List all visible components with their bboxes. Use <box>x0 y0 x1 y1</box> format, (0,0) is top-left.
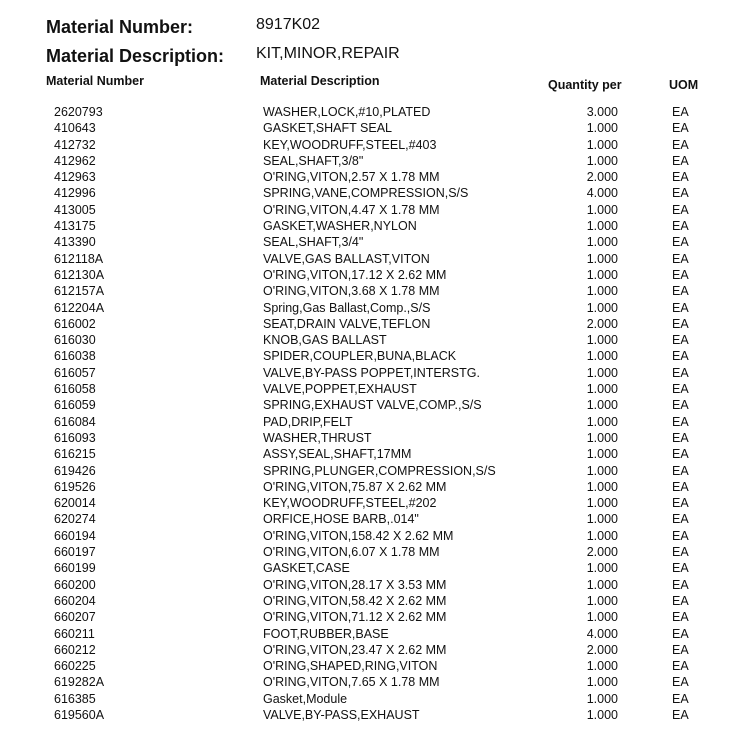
uom-cell: EA <box>672 528 689 543</box>
quantity-cell: 1.000 <box>586 349 618 364</box>
material-number-cell: 412963 <box>54 170 96 185</box>
quantity-cell: 1.000 <box>586 284 618 299</box>
table-row <box>0 511 740 527</box>
table-row <box>0 283 740 299</box>
material-number-cell: 612204A <box>54 300 105 315</box>
material-number-cell: 616059 <box>54 398 96 413</box>
material-number-cell: 619560A <box>54 707 105 722</box>
table-row <box>0 365 740 381</box>
material-description-cell: WASHER,LOCK,#10,PLATED <box>263 105 431 119</box>
table-row <box>0 691 740 707</box>
uom-cell: EA <box>672 675 689 690</box>
table-row <box>0 316 740 332</box>
table-row <box>0 528 740 544</box>
material-number-cell: 410643 <box>54 121 96 136</box>
material-number-cell: 412962 <box>54 153 96 168</box>
table-row <box>0 495 740 511</box>
material-number-cell: 660199 <box>54 561 96 576</box>
material-description-cell: ORFICE,HOSE BARB,.014" <box>263 512 419 527</box>
material-description-cell: O'RING,VITON,6.07 X 1.78 MM <box>263 545 440 560</box>
uom-cell: EA <box>672 593 689 608</box>
uom-cell: EA <box>672 121 689 136</box>
material-description-label: Material Description: <box>46 46 225 66</box>
table-row <box>0 120 740 136</box>
material-number-cell: 413005 <box>54 202 96 217</box>
material-number-cell: 619282A <box>54 675 105 690</box>
material-description-cell: O'RING,VITON,58.42 X 2.62 MM <box>263 593 447 608</box>
material-description-cell: O'RING,VITON,3.68 X 1.78 MM <box>263 284 440 299</box>
table-row <box>0 446 740 462</box>
table-row <box>0 430 740 446</box>
material-number-cell: 413175 <box>54 219 96 234</box>
material-number-cell: 616385 <box>54 691 96 706</box>
table-row <box>0 593 740 609</box>
material-description-cell: SEAT,DRAIN VALVE,TEFLON <box>263 316 431 331</box>
material-number-cell: 620014 <box>54 496 96 511</box>
material-number-cell: 616215 <box>54 447 96 462</box>
material-description-cell: O'RING,VITON,7.65 X 1.78 MM <box>263 675 440 690</box>
column-header-material-description: Material Description <box>260 74 380 88</box>
material-number-cell: 616030 <box>54 333 96 348</box>
table-row <box>0 463 740 479</box>
material-number-cell: 412732 <box>54 137 96 152</box>
material-description-cell: FOOT,RUBBER,BASE <box>263 626 389 641</box>
material-description-cell: O'RING,VITON,158.42 X 2.62 MM <box>263 528 454 543</box>
quantity-cell: 1.000 <box>586 137 618 152</box>
quantity-cell: 1.000 <box>586 365 618 380</box>
uom-cell: EA <box>672 430 689 445</box>
quantity-cell: 1.000 <box>586 561 618 576</box>
material-description-cell: KNOB,GAS BALLAST <box>263 333 387 348</box>
table-row <box>0 626 740 642</box>
material-description-cell: SPRING,VANE,COMPRESSION,S/S <box>263 186 469 201</box>
material-number-label: Material Number: <box>46 17 194 37</box>
quantity-cell: 1.000 <box>586 153 618 168</box>
material-number-cell: 616038 <box>54 349 96 364</box>
uom-cell: EA <box>672 463 689 478</box>
table-row <box>0 642 740 658</box>
uom-cell: EA <box>672 447 689 462</box>
uom-cell: EA <box>672 202 689 217</box>
material-number-cell: 616057 <box>54 365 96 380</box>
material-number-cell: 2620793 <box>54 105 103 119</box>
quantity-cell: 1.000 <box>586 235 618 250</box>
quantity-cell: 1.000 <box>586 528 618 543</box>
uom-cell: EA <box>672 137 689 152</box>
uom-cell: EA <box>672 284 689 299</box>
quantity-cell: 1.000 <box>586 675 618 690</box>
quantity-cell: 1.000 <box>586 202 618 217</box>
uom-cell: EA <box>672 642 689 657</box>
material-description-value: KIT,MINOR,REPAIR <box>256 45 400 62</box>
material-description-cell: VALVE,POPPET,EXHAUST <box>263 382 417 397</box>
uom-cell: EA <box>672 626 689 641</box>
quantity-cell: 1.000 <box>586 333 618 348</box>
material-number-value: 8917K02 <box>256 16 321 33</box>
table-row <box>0 348 740 364</box>
material-description-cell: GASKET,SHAFT SEAL <box>263 121 392 136</box>
table-row <box>0 577 740 593</box>
table-row <box>0 218 740 234</box>
material-number-cell: 413390 <box>54 235 96 250</box>
material-number-cell: 660197 <box>54 545 96 560</box>
material-number-cell: 660211 <box>54 626 95 641</box>
uom-cell: EA <box>672 707 689 722</box>
material-description-cell: SEAL,SHAFT,3/4" <box>263 235 364 250</box>
uom-cell: EA <box>672 153 689 168</box>
material-description-cell: O'RING,SHAPED,RING,VITON <box>263 659 438 674</box>
material-description-cell: KEY,WOODRUFF,STEEL,#202 <box>263 496 437 511</box>
material-number-cell: 660207 <box>54 610 96 625</box>
material-description-cell: KEY,WOODRUFF,STEEL,#403 <box>263 137 437 152</box>
quantity-cell: 4.000 <box>586 626 618 641</box>
table-row <box>0 674 740 690</box>
material-number-cell: 620274 <box>54 512 96 527</box>
uom-cell: EA <box>672 349 689 364</box>
material-number-cell: 660225 <box>54 659 96 674</box>
uom-cell: EA <box>672 219 689 234</box>
material-description-cell: O'RING,VITON,75.87 X 2.62 MM <box>263 479 447 494</box>
material-description-cell: ASSY,SEAL,SHAFT,17MM <box>263 447 412 462</box>
material-description-cell: PAD,DRIP,FELT <box>263 414 353 429</box>
material-description-cell: SPRING,EXHAUST VALVE,COMP.,S/S <box>263 398 482 413</box>
material-description-cell: GASKET,WASHER,NYLON <box>263 219 417 234</box>
uom-cell: EA <box>672 691 689 706</box>
uom-cell: EA <box>672 610 689 625</box>
table-row <box>0 300 740 316</box>
material-number-cell: 660212 <box>54 642 96 657</box>
uom-cell: EA <box>672 398 689 413</box>
uom-cell: EA <box>672 561 689 576</box>
material-description-cell: O'RING,VITON,28.17 X 3.53 MM <box>263 577 447 592</box>
quantity-cell: 2.000 <box>586 642 618 657</box>
material-description-cell: O'RING,VITON,71.12 X 2.62 MM <box>263 610 447 625</box>
table-row <box>0 544 740 560</box>
column-header-material-number: Material Number <box>46 74 144 88</box>
table-row <box>0 169 740 185</box>
quantity-cell: 1.000 <box>586 463 618 478</box>
quantity-cell: 1.000 <box>586 593 618 608</box>
uom-cell: EA <box>672 235 689 250</box>
table-row <box>0 104 740 120</box>
quantity-cell: 1.000 <box>586 479 618 494</box>
quantity-cell: 1.000 <box>586 121 618 136</box>
quantity-cell: 1.000 <box>586 398 618 413</box>
table-row <box>0 234 740 250</box>
material-description-cell: VALVE,BY-PASS,EXHAUST <box>263 707 420 722</box>
material-number-cell: 412996 <box>54 186 96 201</box>
quantity-cell: 1.000 <box>586 496 618 511</box>
uom-cell: EA <box>672 300 689 315</box>
quantity-cell: 1.000 <box>586 691 618 706</box>
material-description-cell: Spring,Gas Ballast,Comp.,S/S <box>263 300 431 315</box>
table-row <box>0 707 740 723</box>
uom-cell: EA <box>672 512 689 527</box>
quantity-cell: 1.000 <box>586 659 618 674</box>
table-row <box>0 658 740 674</box>
material-table-body <box>0 104 740 723</box>
material-number-cell: 612130A <box>54 267 105 282</box>
uom-cell: EA <box>672 170 689 185</box>
material-description-cell: O'RING,VITON,2.57 X 1.78 MM <box>263 170 440 185</box>
quantity-cell: 2.000 <box>586 316 618 331</box>
material-description-cell: O'RING,VITON,17.12 X 2.62 MM <box>263 267 447 282</box>
quantity-cell: 3.000 <box>586 105 618 119</box>
quantity-cell: 1.000 <box>586 577 618 592</box>
quantity-cell: 1.000 <box>586 707 618 722</box>
uom-cell: EA <box>672 382 689 397</box>
material-number-cell: 660200 <box>54 577 96 592</box>
material-number-cell: 616058 <box>54 382 96 397</box>
uom-cell: EA <box>672 496 689 511</box>
table-row <box>0 397 740 413</box>
quantity-cell: 1.000 <box>586 430 618 445</box>
uom-cell: EA <box>672 105 689 119</box>
uom-cell: EA <box>672 316 689 331</box>
material-number-cell: 616093 <box>54 430 96 445</box>
table-row <box>0 560 740 576</box>
table-row <box>0 479 740 495</box>
material-number-cell: 616002 <box>54 316 96 331</box>
table-row <box>0 153 740 169</box>
uom-cell: EA <box>672 251 689 266</box>
table-row <box>0 332 740 348</box>
uom-cell: EA <box>672 333 689 348</box>
material-number-cell: 619526 <box>54 479 96 494</box>
quantity-cell: 1.000 <box>586 382 618 397</box>
column-header-uom: UOM <box>669 78 699 92</box>
quantity-cell: 2.000 <box>586 545 618 560</box>
material-number-cell: 619426 <box>54 463 96 478</box>
material-description-cell: WASHER,THRUST <box>263 430 372 445</box>
table-row <box>0 267 740 283</box>
table-row <box>0 251 740 267</box>
quantity-cell: 2.000 <box>586 170 618 185</box>
uom-cell: EA <box>672 479 689 494</box>
uom-cell: EA <box>672 186 689 201</box>
material-number-cell: 612118A <box>54 251 104 266</box>
uom-cell: EA <box>672 545 689 560</box>
table-row <box>0 609 740 625</box>
table-row <box>0 202 740 218</box>
material-number-cell: 660204 <box>54 593 96 608</box>
material-description-cell: SPRING,PLUNGER,COMPRESSION,S/S <box>263 463 496 478</box>
material-description-cell: VALVE,GAS BALLAST,VITON <box>263 251 430 266</box>
quantity-cell: 1.000 <box>586 447 618 462</box>
table-row <box>0 137 740 153</box>
material-description-cell: O'RING,VITON,4.47 X 1.78 MM <box>263 202 440 217</box>
material-number-cell: 660194 <box>54 528 96 543</box>
table-row <box>0 185 740 201</box>
uom-cell: EA <box>672 577 689 592</box>
material-description-cell: Gasket,Module <box>263 691 348 706</box>
material-number-cell: 616084 <box>54 414 96 429</box>
quantity-cell: 1.000 <box>586 610 618 625</box>
quantity-cell: 4.000 <box>586 186 618 201</box>
material-number-cell: 612157A <box>54 284 105 299</box>
column-header-quantity: Quantity per <box>548 78 622 92</box>
quantity-cell: 1.000 <box>586 251 618 266</box>
table-row <box>0 381 740 397</box>
uom-cell: EA <box>672 414 689 429</box>
material-description-cell: VALVE,BY-PASS POPPET,INTERSTG. <box>263 365 480 380</box>
quantity-cell: 1.000 <box>586 267 618 282</box>
quantity-cell: 1.000 <box>586 300 618 315</box>
material-description-cell: SEAL,SHAFT,3/8" <box>263 153 364 168</box>
uom-cell: EA <box>672 659 689 674</box>
uom-cell: EA <box>672 267 689 282</box>
quantity-cell: 1.000 <box>586 219 618 234</box>
material-description-cell: O'RING,VITON,23.47 X 2.62 MM <box>263 642 447 657</box>
quantity-cell: 1.000 <box>586 414 618 429</box>
material-description-cell: SPIDER,COUPLER,BUNA,BLACK <box>263 349 457 364</box>
material-description-cell: GASKET,CASE <box>263 561 350 576</box>
table-row <box>0 414 740 430</box>
uom-cell: EA <box>672 365 689 380</box>
quantity-cell: 1.000 <box>586 512 618 527</box>
